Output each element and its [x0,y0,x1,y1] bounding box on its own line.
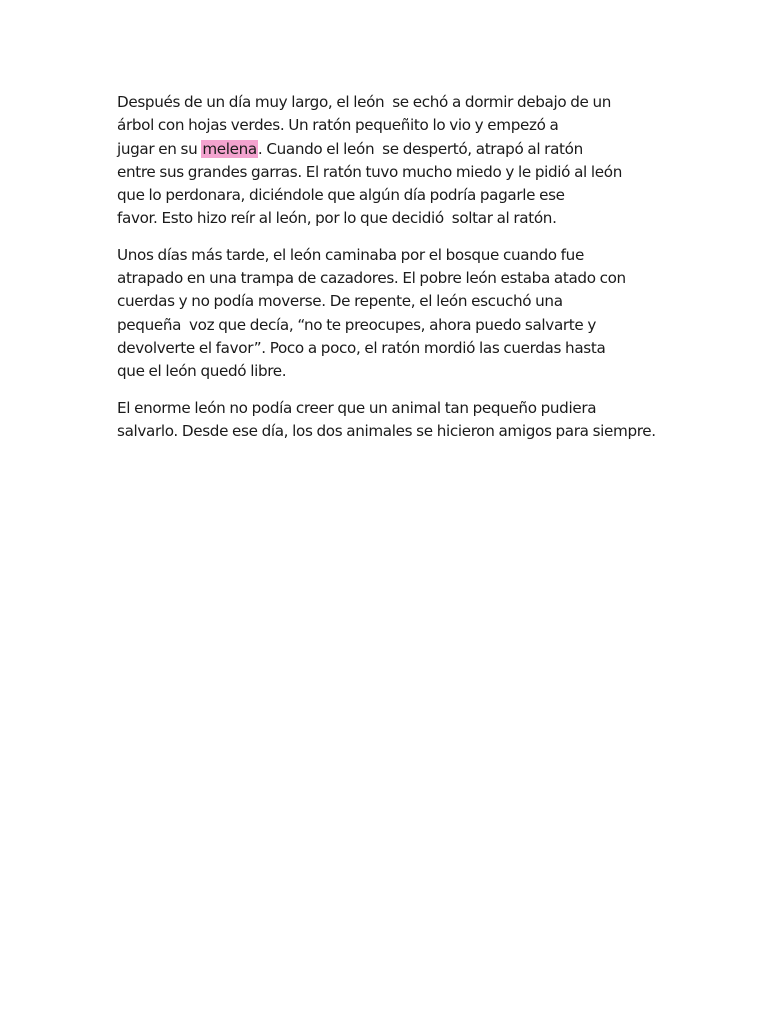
text-line [117,138,697,161]
highlighted-word: melena [202,139,257,158]
text-run: . Cuando el león se despertó, atrapó al ratón [257,139,583,158]
text-line [117,267,697,290]
text-run: pequeña voz que decía, “no te preocupes, ahora puedo salvarte y [117,315,597,334]
text-line [117,91,697,114]
text-line [117,161,697,184]
text-run: favor. Esto hizo reír al león, por lo que decidió soltar al ratón. [117,209,557,228]
story-text [117,91,697,456]
text-run: jugar en su [117,139,202,158]
text-run: que el león quedó libre. [117,362,287,381]
text-line [117,290,697,313]
text-line [117,207,697,230]
paragraph [117,244,697,384]
text-line [117,314,697,337]
text-line [117,114,697,137]
text-run: que lo perdonara, diciéndole que algún día podría pagarle ese [117,186,565,205]
text-run: Después de un día muy largo, el león se echó a dormir debajo de un [117,93,612,111]
text-line [117,337,697,360]
text-run: El enorme león no podía creer que un animal tan pequeño pudiera [117,398,597,417]
text-run: atrapado en una trampa de cazadores. El pobre león estaba atado con [117,269,626,288]
text-run: Unos días más tarde, el león caminaba por el bosque cuando fue [117,245,584,264]
paragraph [117,397,697,444]
text-run: cuerdas y no podía moverse. De repente, el león escuchó una [117,292,563,311]
text-line [117,360,697,383]
text-line [117,244,697,267]
text-line [117,184,697,207]
text-run: árbol con hojas verdes. Un ratón pequeñito lo vio y empezó a [117,116,559,135]
text-run: entre sus grandes garras. El ratón tuvo mucho miedo y le pidió al león [117,162,622,181]
text-line [117,420,697,443]
paragraph [117,91,697,231]
text-run: salvarlo. Desde ese día, los dos animales se hicieron amigos para siempre. [117,421,656,440]
text-run: devolverte el favor”. Poco a poco, el ratón mordió las cuerdas hasta [117,338,606,357]
text-line [117,397,697,420]
